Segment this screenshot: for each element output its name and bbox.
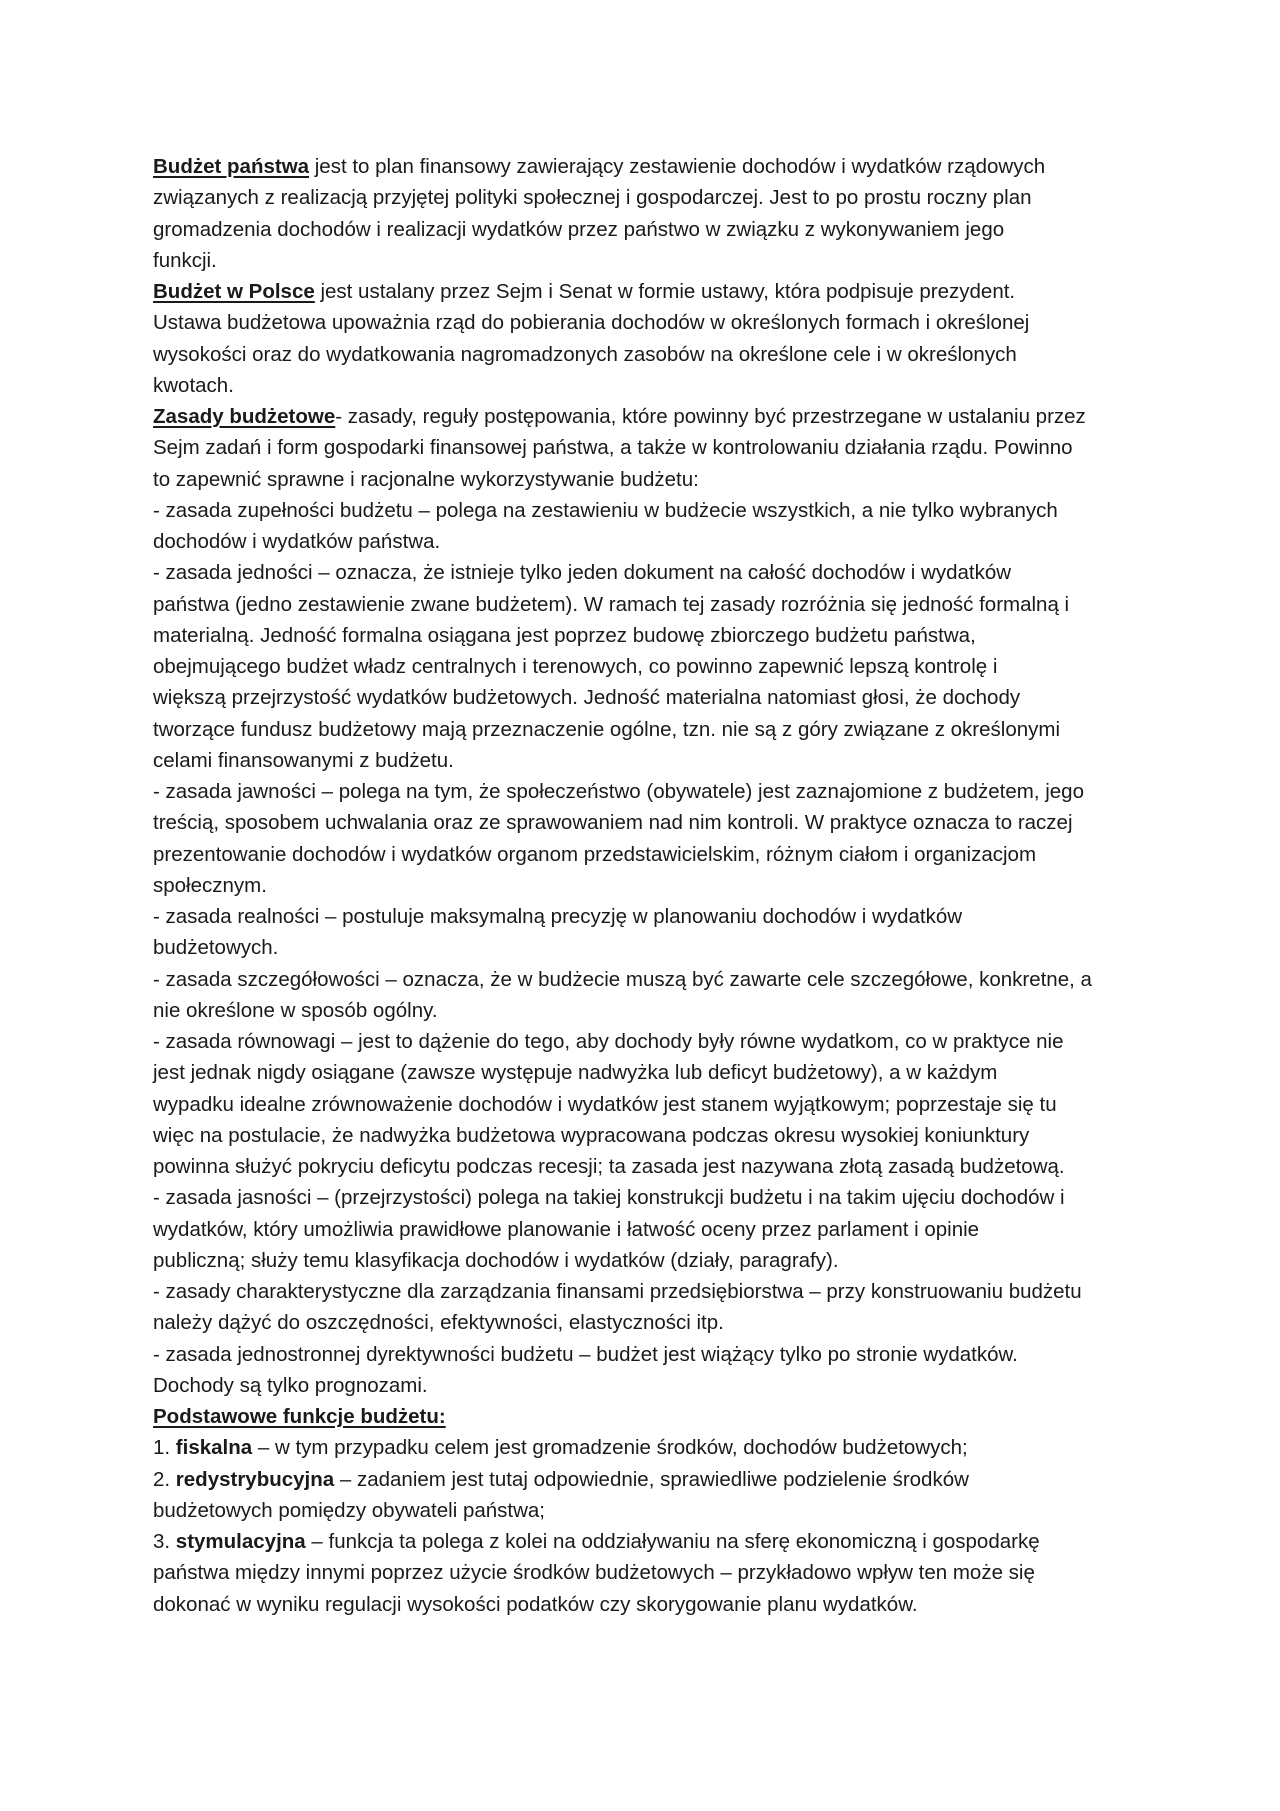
text-segment: - zasady, reguły postępowania, które powinny być przestrzegane w ustalaniu przez bbox=[335, 405, 1086, 428]
paragraph-budzet-panstwa bbox=[153, 151, 1143, 276]
text-line bbox=[153, 276, 1143, 307]
text-segment: jest to plan finansowy zawierający zestawienie dochodów i wydatków rządowych bbox=[309, 155, 1046, 178]
text-segment: – funkcja ta polega z kolei na oddziaływaniu na sferę ekonomiczną i gospodarkę bbox=[305, 1530, 1040, 1553]
text-line: - zasada szczegółowości – oznacza, że w budżecie muszą być zawarte cele szczegółowe, konkretne, a bbox=[153, 967, 1092, 991]
paragraph-budzet-w-polsce bbox=[153, 276, 1143, 401]
text-line: - zasada jednostronnej dyrektywności budżetu – budżet jest wiążący tylko po stronie wydatków. bbox=[153, 1342, 1018, 1366]
text-line: funkcji. bbox=[153, 248, 217, 272]
text-line: kwotach. bbox=[153, 373, 234, 397]
text-line bbox=[153, 401, 1143, 432]
text-line: - zasada zupełności budżetu – polega na zestawieniu w budżecie wszystkich, a nie tylko wybranych bbox=[153, 498, 1058, 522]
text-line: - zasada realności – postuluje maksymalną precyzję w planowaniu dochodów i wydatków bbox=[153, 905, 963, 928]
function-name: stymulacyjna bbox=[175, 1530, 306, 1553]
text-line: więc na postulacie, że nadwyżka budżetowa wypracowana podczas okresu wysokiej koniunktury bbox=[153, 1123, 1030, 1147]
text-line: społecznym. bbox=[153, 873, 267, 897]
function-name: fiskalna bbox=[175, 1436, 253, 1460]
text-segment: jest ustalany przez Sejm i Senat w formie ustawy, która podpisuje prezydent. bbox=[314, 280, 1016, 303]
list-number: 1. bbox=[153, 1436, 176, 1460]
text-line: to zapewnić sprawne i racjonalne wykorzystywanie budżetu: bbox=[153, 467, 699, 491]
text-line: budżetowych. bbox=[153, 936, 279, 960]
text-line: Dochody są tylko prognozami. bbox=[153, 1373, 428, 1397]
text-line: powinna służyć pokryciu deficytu podczas recesji; ta zasada jest nazywana złotą zasadą budżetową. bbox=[153, 1155, 1065, 1178]
text-line: Ustawa budżetowa upoważnia rząd do pobierania dochodów w określonych formach i określonej bbox=[153, 311, 1030, 335]
term-budzet-panstwa: Budżet państwa bbox=[153, 155, 310, 178]
text-line: gromadzenia dochodów i realizacji wydatków przez państwo w związku z wykonywaniem jego bbox=[153, 217, 1005, 241]
text-line: Sejm zadań i form gospodarki finansowej państwa, a także w kontrolowaniu działania rządu. Powinno bbox=[153, 436, 1073, 460]
text-line: dochodów i wydatków państwa. bbox=[153, 530, 441, 553]
text-line: tworzące fundusz budżetowy mają przeznaczenie ogólne, tzn. nie są z góry związane z określonymi bbox=[153, 717, 1061, 741]
text-line: - zasada jawności – polega na tym, że społeczeństwo (obywatele) jest zaznajomione z budżetem, jego bbox=[153, 780, 1084, 803]
text-line: prezentowanie dochodów i wydatków organom przedstawicielskim, różnym ciałom i organizacjom bbox=[153, 842, 1037, 866]
text-line: budżetowych pomiędzy obywateli państwa; bbox=[153, 1498, 545, 1522]
text-line: wysokości oraz do wydatkowania nagromadzonych zasobów na określone cele i w określonych bbox=[153, 342, 1017, 366]
text-line: materialną. Jedność formalna osiągana jest poprzez budowę zbiorczego budżetu państwa, bbox=[153, 623, 976, 647]
section-funkcje bbox=[153, 1401, 1143, 1620]
list-item-redystrybucyjna bbox=[153, 1464, 1143, 1495]
text-line: - zasada jedności – oznacza, że istnieje tylko jeden dokument na całość dochodów i wydatków bbox=[153, 561, 1012, 585]
text-line: wypadku idealne zrównoważenie dochodów i wydatków jest stanem wyjątkowym; poprzestaje się tu bbox=[153, 1092, 1057, 1116]
text-line bbox=[153, 1401, 1143, 1432]
text-line bbox=[153, 151, 1143, 182]
text-line: celami finansowanymi z budżetu. bbox=[153, 748, 454, 772]
text-line: dokonać w wyniku regulacji wysokości podatków czy skorygowanie planu wydatków. bbox=[153, 1592, 918, 1616]
list-item-fiskalna bbox=[153, 1432, 1143, 1463]
text-line: nie określone w sposób ogólny. bbox=[153, 998, 438, 1022]
text-line: - zasada równowagi – jest to dążenie do tego, aby dochody były równe wydatkom, co w praktyce nie bbox=[153, 1030, 1064, 1053]
paragraph-zasady-budzetowe bbox=[153, 401, 1143, 1401]
text-line: wydatków, który umożliwia prawidłowe planowanie i łatwość oceny przez parlament i opinie bbox=[153, 1217, 980, 1241]
document-page bbox=[153, 151, 1143, 1620]
text-line: treścią, sposobem uchwalania oraz ze sprawowaniem nad nim kontroli. W praktyce oznacza to raczej bbox=[153, 811, 1073, 835]
list-number: 3. bbox=[153, 1530, 176, 1553]
zasady-list bbox=[153, 432, 1143, 1401]
term-budzet-w-polsce: Budżet w Polsce bbox=[153, 280, 315, 303]
text-line: państwa między innymi poprzez użycie środków budżetowych – przykładowo wpływ ten może się bbox=[153, 1561, 1035, 1585]
function-name: redystrybucyjna bbox=[175, 1467, 335, 1491]
text-segment: – zadaniem jest tutaj odpowiednie, sprawiedliwe podzielenie środków bbox=[334, 1467, 969, 1491]
list-number: 2. bbox=[153, 1467, 176, 1491]
heading-funkcje: Podstawowe funkcje budżetu: bbox=[153, 1405, 446, 1428]
text-line: jest jednak nigdy osiągane (zawsze występuje nadwyżka lub deficyt budżetowy), a w każdym bbox=[153, 1061, 998, 1085]
text-line: publiczną; służy temu klasyfikacja dochodów i wydatków (działy, paragrafy). bbox=[153, 1248, 839, 1272]
text-line: związanych z realizacją przyjętej polityki społecznej i gospodarczej. Jest to po prostu roczny plan bbox=[153, 186, 1032, 210]
text-segment: – w tym przypadku celem jest gromadzenie środków, dochodów budżetowych; bbox=[252, 1436, 968, 1460]
text-line: - zasady charakterystyczne dla zarządzania finansami przedsiębiorstwa – przy konstruowaniu budżetu bbox=[153, 1280, 1082, 1303]
text-line: - zasada jasności – (przejrzystości) polega na takiej konstrukcji budżetu i na takim ujęciu dochodów i bbox=[153, 1186, 1065, 1210]
text-line: obejmującego budżet władz centralnych i terenowych, co powinno zapewnić lepszą kontrolę i bbox=[153, 655, 998, 678]
text-line: należy dążyć do oszczędności, efektywności, elastyczności itp. bbox=[153, 1311, 724, 1335]
list-item-stymulacyjna bbox=[153, 1526, 1143, 1557]
text-line: większą przejrzystość wydatków budżetowych. Jedność materialna natomiast głosi, że dochody bbox=[153, 686, 1021, 710]
term-zasady-budzetowe: Zasady budżetowe bbox=[153, 405, 336, 428]
text-line: państwa (jedno zestawienie zwane budżetem). W ramach tej zasady rozróżnia się jedność formalną i bbox=[153, 592, 1070, 616]
